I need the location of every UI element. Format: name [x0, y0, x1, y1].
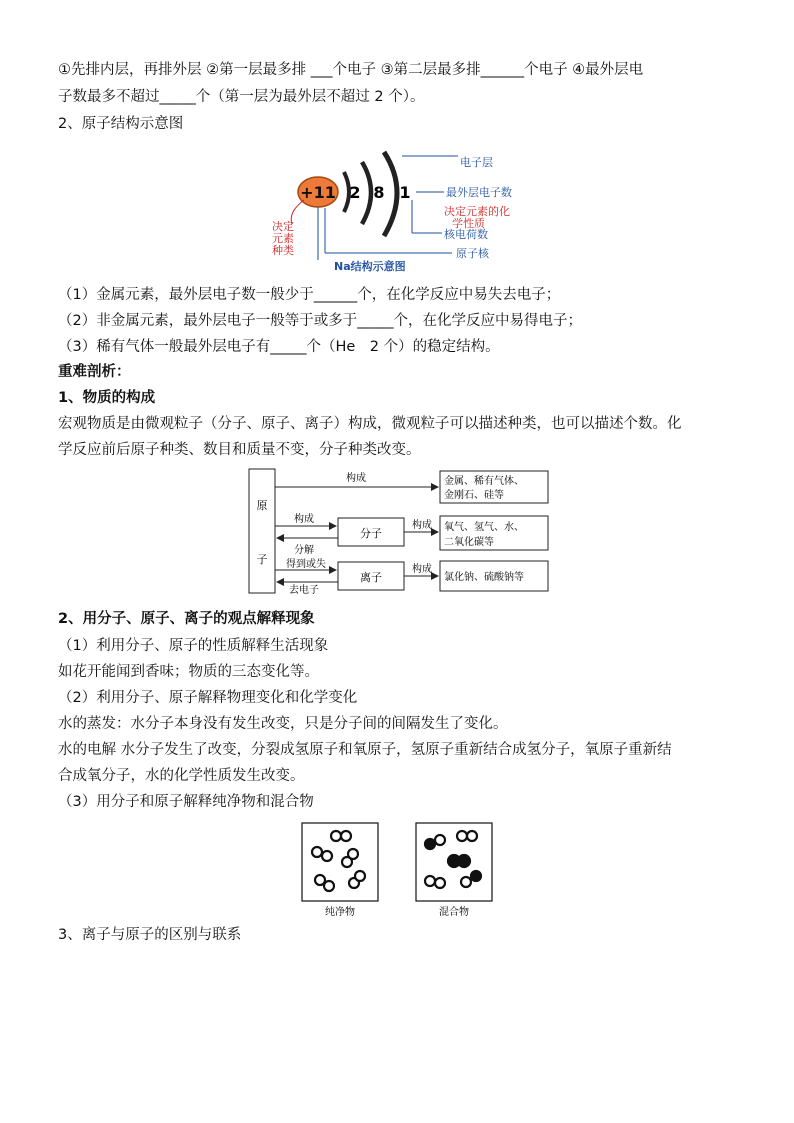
shell-count-1: 2 [349, 183, 361, 202]
rule-noble-gas: （3）稀有气体一般最外层电子有_____个（He 2 个）的稳定结构。 [58, 339, 500, 355]
label-constitutes-mol: 构成 [294, 514, 314, 525]
label-nuclear-charge: 核电荷数 [444, 228, 488, 241]
ion-result-text: 氯化钠、硫酸钠等 [444, 572, 524, 583]
shell-count-2: 8 [373, 183, 385, 202]
mol-result-line-1: 氧气、氢气、水、 [444, 522, 524, 533]
ion-label: 离子 [360, 571, 382, 584]
top-result-line-2: 金刚石、硅等 [444, 490, 504, 501]
pure-molecules [312, 831, 365, 891]
sub1-para-2: 学反应前后原子种类、数目和质量不变，分子种类改变。 [58, 442, 421, 458]
label-outer-electrons: 最外层电子数 [446, 186, 512, 199]
intro-line-2: 子数最多不超过_____个（第一层为最外层不超过 2 个）。 [58, 89, 425, 105]
label-constitutes-mol-right: 构成 [412, 520, 432, 531]
sub1-title: 1、物质的构成 [58, 390, 156, 406]
nucleus-charge: +11 [300, 183, 336, 202]
rule-nonmetal: （2）非金属元素，最外层电子一般等于或多于_____个，在化学反应中易得电子； [58, 313, 582, 329]
shell-arc-3 [384, 152, 397, 236]
label-decompose: 分解 [294, 545, 314, 556]
atom-structure-diagram [262, 140, 552, 275]
label-gain-lose: 得到或失 [286, 559, 326, 570]
mixture-molecules [425, 831, 481, 888]
label-lose-electron: 去电子 [289, 585, 319, 596]
label-electron-shell: 电子层 [460, 156, 493, 169]
section3-title: 3、离子与原子的区别与联系 [58, 927, 242, 943]
pure-mixture-figure [300, 820, 496, 920]
mol-result-line-2: 二氧化碳等 [444, 537, 494, 548]
mixture-caption: 混合物 [439, 907, 469, 918]
sub1-para-1: 宏观物质是由微观粒子（分子、原子、离子）构成，微观粒子可以描述种类，也可以描述个数。化 [58, 416, 682, 432]
analysis-title: 重难剖析： [58, 364, 131, 380]
label-decides-chem-2: 学性质 [452, 217, 485, 230]
sub2-line-3: （2）利用分子、原子解释物理变化和化学变化 [58, 690, 358, 706]
sub2-line-4: 水的蒸发：水分子本身没有发生改变，只是分子间的间隔发生了变化。 [58, 716, 508, 732]
rule-metal: （1）金属元素，最外层电子数一般少于______个，在化学反应中易失去电子； [58, 287, 561, 303]
shell-arc-2 [362, 162, 371, 224]
sub2-line-1: （1）利用分子、原子的性质解释生活现象 [58, 638, 329, 654]
label-decides-kind-3: 种类 [272, 244, 294, 257]
label-constitutes-ion: 构成 [412, 564, 432, 575]
label-constitutes-top: 构成 [346, 473, 366, 484]
intro-line-1: ①先排内层，再排外层 ②第一层最多排 ___个电子 ③第二层最多排______个电子 ④最外层电 [58, 62, 644, 78]
label-decides-kind-1: 决定 [272, 220, 294, 233]
label-nucleus: 原子核 [456, 247, 489, 260]
matter-constitution-diagram [246, 466, 551, 596]
sub2-line-5: 水的电解 水分子发生了改变，分裂成氢原子和氧原子，氢原子重新结合成氢分子，氧原子重新结 [58, 742, 672, 758]
pure-caption: 纯净物 [325, 907, 355, 918]
section2-title: 2、原子结构示意图 [58, 116, 184, 132]
shell-arc-1 [344, 172, 349, 212]
label-decides-kind-2: 元素 [272, 232, 294, 245]
sub2-line-6: 合成氧分子，水的化学性质发生改变。 [58, 768, 305, 784]
diagram-caption: Na结构示意图 [334, 260, 406, 273]
sub2-line-7: （3）用分子和原子解释纯净物和混合物 [58, 794, 314, 810]
sub2-line-2: 如花开能闻到香味；物质的三态变化等。 [58, 664, 319, 680]
atom-char-2: 子 [256, 553, 268, 566]
atom-char-1: 原 [256, 499, 268, 512]
top-result-line-1: 金属、稀有气体、 [444, 476, 524, 487]
shell-count-3: 1 [399, 183, 411, 202]
label-decides-chem-1: 决定元素的化 [444, 205, 510, 218]
atom-box [249, 469, 275, 593]
molecule-label: 分子 [360, 527, 382, 540]
sub2-title: 2、用分子、原子、离子的观点解释现象 [58, 611, 315, 627]
